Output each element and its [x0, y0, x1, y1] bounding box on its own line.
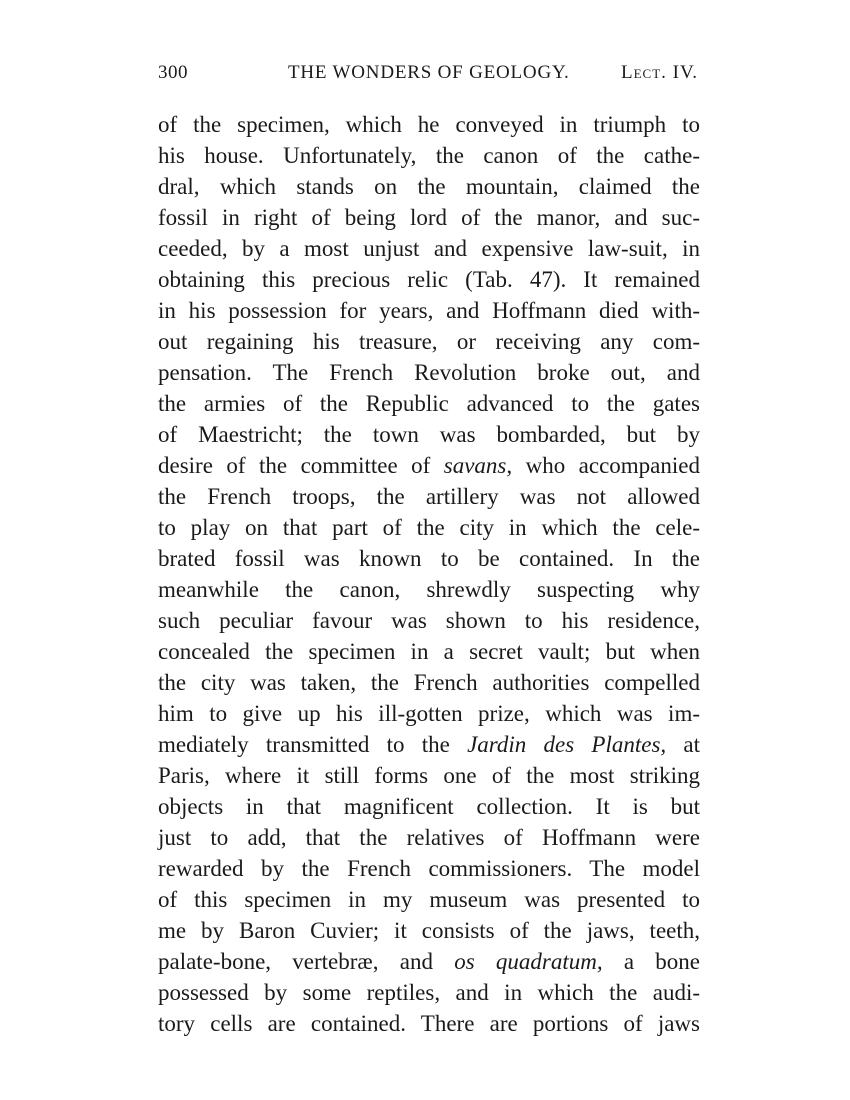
text-line: him to give up his ill-gotten prize, which was im-: [158, 701, 700, 726]
text-line: me by Baron Cuvier; it consists of the jaws, teeth,: [158, 918, 700, 943]
text-line: concealed the specimen in a secret vault; but when: [158, 639, 700, 664]
italic-term: os quadratum,: [454, 949, 603, 974]
text-line: out regaining his treasure, or receiving any com-: [158, 329, 700, 354]
text-line: fossil in right of being lord of the manor, and suc-: [158, 205, 700, 230]
text-line: the French troops, the artillery was not allowed: [158, 484, 700, 509]
text-line: in his possession for years, and Hoffmann died with-: [158, 298, 700, 323]
text-line: [158, 946, 700, 977]
line-text: a bone: [602, 949, 701, 974]
line-text: palate-bone, vertebræ, and: [158, 949, 455, 974]
text-line: obtaining this precious relic (Tab. 47). It remained: [158, 267, 700, 292]
text-line: the city was taken, the French authorities compelled: [158, 670, 700, 695]
text-line: tory cells are contained. There are portions of jaws: [158, 1011, 700, 1036]
text-line: ceeded, by a most unjust and expensive law-suit, in: [158, 236, 700, 261]
text-line: possessed by some reptiles, and in which the audi-: [158, 980, 700, 1005]
line-text: desire of the committee of: [158, 453, 444, 478]
text-line: of the specimen, which he conveyed in triumph to: [158, 112, 700, 137]
text-line: of this specimen in my museum was presented to: [158, 887, 700, 912]
text-line: [158, 450, 700, 481]
body-text: [158, 109, 700, 1039]
text-line: brated fossil was known to be contained. In the: [158, 546, 700, 571]
text-line: rewarded by the French commissioners. The model: [158, 856, 700, 881]
text-line: pensation. The French Revolution broke out, and: [158, 360, 700, 385]
text-line: objects in that magnificent collection. It is but: [158, 794, 700, 819]
italic-term: savans,: [443, 453, 513, 478]
text-line: [158, 729, 700, 760]
page-number: 300: [158, 62, 188, 83]
line-text: mediately transmitted to the: [158, 732, 468, 757]
text-line: meanwhile the canon, shrewdly suspecting why: [158, 577, 700, 602]
text-line: of Maestricht; the town was bombarded, but by: [158, 422, 700, 447]
lecture-label: Lect. IV.: [620, 62, 698, 83]
text-line: just to add, that the relatives of Hoffmann were: [158, 825, 700, 850]
text-line: his house. Unfortunately, the canon of the cathe-: [158, 143, 700, 168]
running-head: [158, 62, 698, 86]
text-line: Paris, where it still forms one of the most striking: [158, 763, 700, 788]
text-line: the armies of the Republic advanced to the gates: [158, 391, 700, 416]
text-line: to play on that part of the city in which the cele-: [158, 515, 700, 540]
text-line: such peculiar favour was shown to his residence,: [158, 608, 700, 633]
text-line: dral, which stands on the mountain, claimed the: [158, 174, 700, 199]
line-text: who accompanied: [512, 453, 700, 478]
line-text: at: [666, 732, 700, 757]
running-title: THE WONDERS OF GEOLOGY.: [288, 62, 570, 83]
italic-term: Jardin des Plantes,: [467, 732, 667, 757]
